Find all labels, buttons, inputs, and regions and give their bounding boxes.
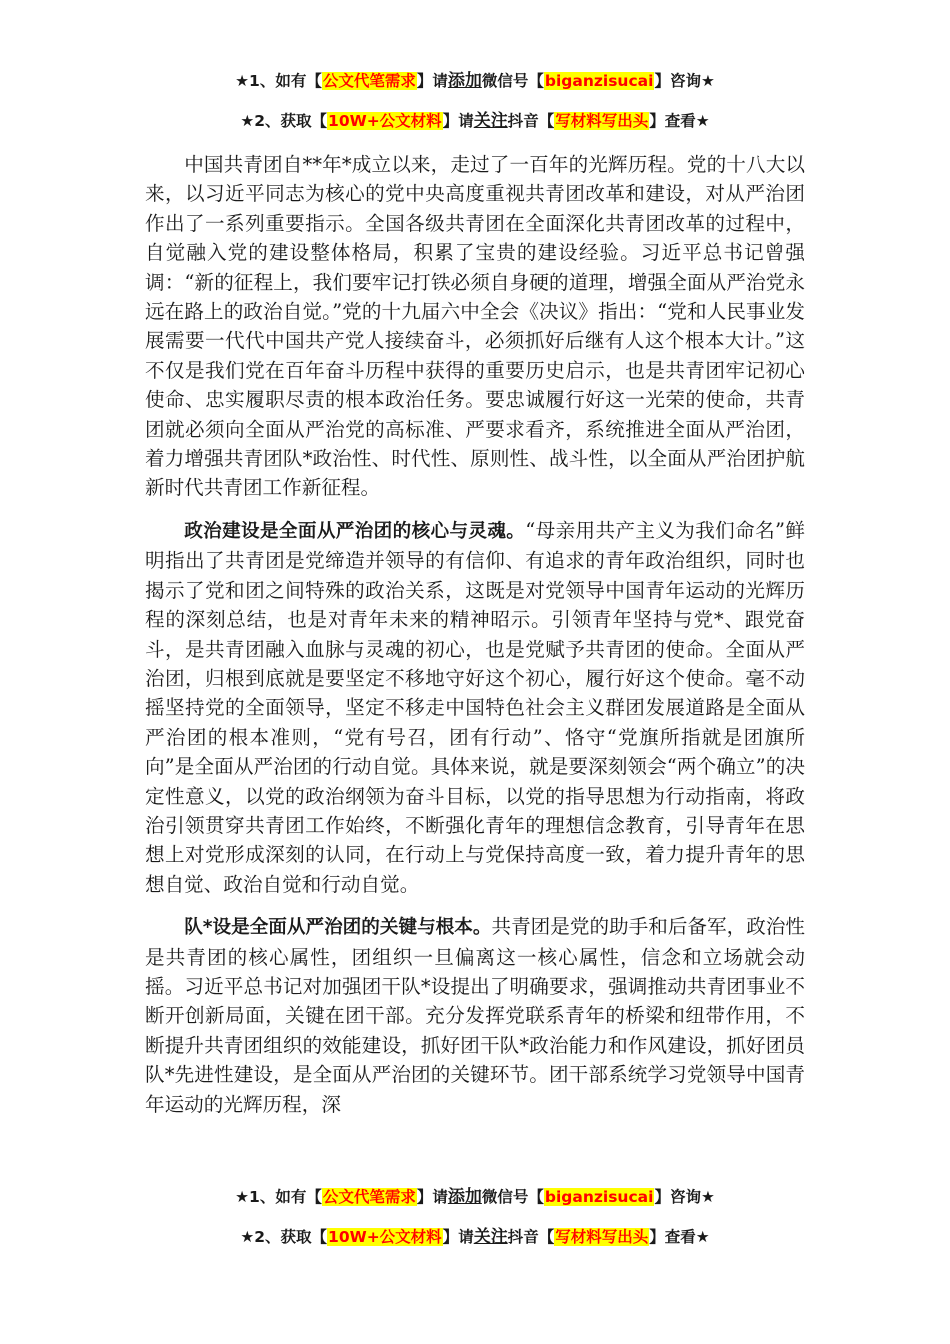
banner-highlight-materials: 10W+公文材料	[328, 112, 442, 130]
promo-banner-top-line-2	[0, 109, 950, 133]
banner-highlight-wechat-id: biganzisucai	[544, 1188, 654, 1206]
banner-highlight-douyin-id: 写材料写出头	[555, 1228, 649, 1246]
document-body	[145, 150, 805, 1132]
paragraph-text: “母亲用共产主义为我们命名”鲜明指出了共青团是党缔造并领导的有信仰、有追求的青年政治组织，同时也揭示了党和团之间特殊的政治关系，这既是对党领导中国青年运动的光辉历程的深刻总结，也是对青年未来的精神昭示。引领青年坚持与党*、跟党奋斗，是共青团融入血脉与灵魂的初心，也是党赋予共青团的使命。全面从严治团，归根到底就是要坚定不移地守好这个初心，履行好这个使命。毫不动摇坚持党的全面领导，坚定不移走中国特色社会主义群团发展道路是全面从严治团的根本准则，“党有号召，团有行动”、恪守“党旗所指就是团旗所向”是全面从严治团的行动自觉。具体来说，就是要深刻领会“两个确立”的决定性意义，以党的政治纲领为奋斗目标，以党的指导思想为行动指南，将政治引领贯穿共青团工作始终，不断强化青年的理想信念教育，引导青年在思想上对党形成深刻的认同，在行动上与党保持高度一致，着力提升青年的思想自觉、政治自觉和行动自觉。	[145, 518, 805, 896]
paragraph-political-building	[145, 516, 805, 899]
banner-underline-text: 添加	[447, 1187, 482, 1207]
banner-suffix: 】咨询★	[654, 72, 715, 90]
banner-text: 微信号【	[481, 1188, 544, 1206]
banner-highlight-service: 公文代笔需求	[322, 1188, 416, 1206]
paragraph-text: 中国共青团自**年*成立以来，走过了一百年的光辉历程。党的十八大以来，以习近平同志为核心的党中央高度重视共青团改革和建设，对从严治团作出了一系列重要指示。全国各级共青团在全面深化共青团改革的过程中，自觉融入党的建设整体格局，积累了宝贵的建设经验。习近平总书记曾强调：“新的征程上，我们要牢记打铁必须自身硬的道理，增强全面从严治党永远在路上的政治自觉。”党的十九届六中全会《决议》指出：“党和人民事业发展需要一代代中国共产党人接续奋斗，必须抓好后继有人这个根本大计。”这不仅是我们党在百年奋斗历程中获得的重要历史启示，也是共青团牢记初心使命、忠实履职尽责的根本政治任务。要忠诚履行好这一光荣的使命，共青团就必须向全面从严治党的高标准、严要求看齐，系统推进全面从严治团，着力增强共青团队*政治性、时代性、原则性、战斗性，以全面从严治团护航新时代共青团工作新征程。	[145, 153, 805, 500]
banner-text: 】请	[416, 72, 448, 90]
banner-prefix: ★2、获取【	[240, 112, 328, 130]
banner-prefix: ★1、如有【	[235, 72, 322, 90]
banner-prefix: ★1、如有【	[235, 1188, 322, 1206]
banner-prefix: ★2、获取【	[240, 1228, 328, 1246]
banner-highlight-service: 公文代笔需求	[322, 72, 416, 90]
banner-highlight-wechat-id: biganzisucai	[544, 72, 654, 90]
promo-banner-bottom-line-1	[0, 1185, 950, 1209]
promo-banner-bottom-line-2	[0, 1225, 950, 1249]
paragraph-lead-heading: 队*设是全面从严治团的关键与根本。	[184, 917, 492, 939]
paragraph-team-building	[145, 912, 805, 1119]
banner-text: 微信号【	[481, 72, 544, 90]
banner-text: 】请	[442, 112, 474, 130]
banner-text: 抖音【	[507, 112, 555, 130]
banner-text: 】请	[442, 1228, 474, 1246]
promo-banner-top-line-1	[0, 69, 950, 93]
paragraph-text: 共青团是党的助手和后备军，政治性是共青团的核心属性，团组织一旦偏离这一核心属性，信念和立场就会动摇。习近平总书记对加强团干队*设提出了明确要求，强调推动共青团事业不断开创新局面，关键在团干部。充分发挥党联系青年的桥梁和纽带作用，不断提升共青团组织的效能建设，抓好团干队*政治能力和作风建设，抓好团员队*先进性建设，是全面从严治团的关键环节。团干部系统学习党领导中国青年运动的光辉历程，深	[145, 915, 806, 1116]
banner-highlight-douyin-id: 写材料写出头	[555, 112, 649, 130]
banner-suffix: 】查看★	[649, 1228, 710, 1246]
banner-suffix: 】咨询★	[654, 1188, 715, 1206]
banner-text: 抖音【	[507, 1228, 555, 1246]
banner-underline-text: 关注	[473, 1227, 508, 1247]
banner-underline-text: 关注	[473, 111, 508, 131]
paragraph-intro	[145, 150, 805, 503]
paragraph-lead-heading: 政治建设是全面从严治团的核心与灵魂。	[184, 520, 526, 542]
banner-highlight-materials: 10W+公文材料	[328, 1228, 442, 1246]
banner-underline-text: 添加	[447, 71, 482, 91]
banner-suffix: 】查看★	[649, 112, 710, 130]
banner-text: 】请	[416, 1188, 448, 1206]
